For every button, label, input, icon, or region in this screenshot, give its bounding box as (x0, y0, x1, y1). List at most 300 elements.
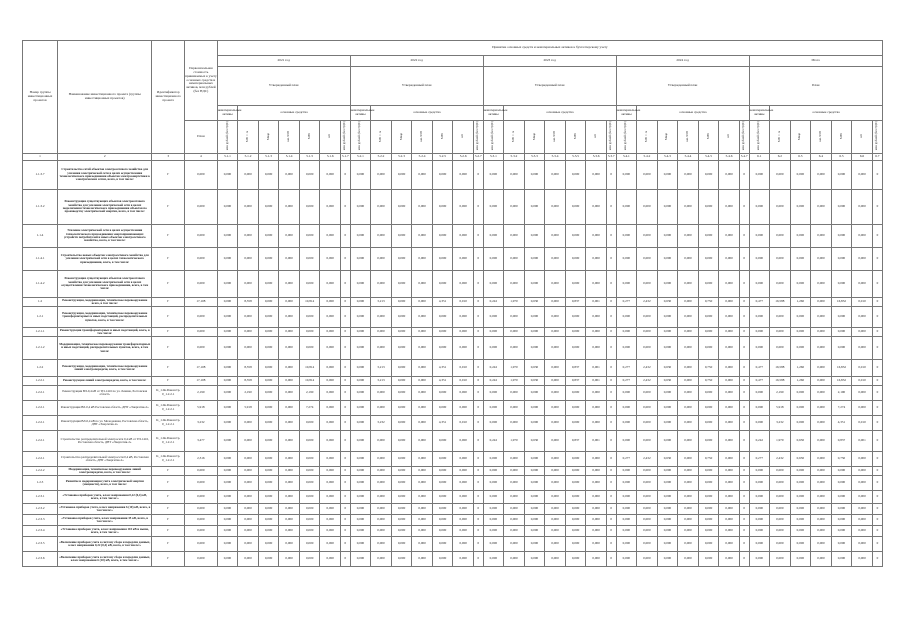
value-cell: 0 (473, 491, 483, 504)
value-cell: 0,000 (320, 307, 341, 328)
value-cell: 0,000 (790, 307, 811, 328)
value-cell: 0,000 (391, 401, 412, 416)
value-cell: 0,000 (483, 401, 504, 416)
value-cell: 0,000 (371, 537, 392, 552)
value-cell: 0 (872, 504, 882, 515)
value-cell: 0,000 (432, 467, 453, 476)
value-cell: 0,000 (412, 504, 433, 515)
value-cell: 0,000 (637, 161, 658, 190)
value-cell: 0,000 (545, 526, 566, 537)
value-cell: 0,000 (483, 504, 504, 515)
value-cell: 0 (739, 452, 749, 467)
value-cell: 0,000 (238, 337, 259, 360)
value-cell: 4,351 (432, 360, 453, 377)
report-table (22, 40, 883, 567)
value-cell: 0,000 (238, 537, 259, 552)
value-cell: 0,000 (258, 552, 279, 567)
header-project-id: Идентификатор инвестиционного проекта (152, 41, 185, 154)
header-vertical-label: МВт (838, 132, 843, 140)
value-cell: 1,260 (790, 360, 811, 377)
header-vertical-label: млн рублей (без НДС) (357, 121, 362, 151)
row-name: Усиление электрической сети в целях осуществления технологического присоединения энергопринимающих устройств потребителей и иных объектов электросетевого хозяйства, всего, в том числе: (58, 225, 152, 248)
value-cell: 0 (473, 307, 483, 328)
header-col-number: 5.3.1 (483, 154, 504, 161)
value-cell: 0,000 (391, 161, 412, 190)
value-cell: 0,001 (586, 360, 607, 377)
value-cell: 0,000 (504, 416, 525, 431)
value-cell: 4,351 (432, 298, 453, 307)
row-id: K_1.0в.Реконстр. 0_1.2.2.1 (152, 401, 185, 416)
row-id: K_1.0в.Реконстр. 0_1.2.2.1 (152, 416, 185, 431)
value-cell: 0,000 (637, 271, 658, 298)
value-cell: 0,000 (185, 537, 218, 552)
value-cell: 0,000 (185, 467, 218, 476)
value-cell: 0,000 (299, 416, 320, 431)
value-cell: 0,000 (391, 386, 412, 401)
value-cell: 0,000 (616, 401, 637, 416)
value-cell: 0,000 (524, 271, 545, 298)
value-cell: 0,000 (350, 377, 371, 386)
value-cell: 0,000 (453, 552, 474, 567)
header-unit (719, 121, 740, 154)
row-name: Строительство распределительной электросети 0,4 кВ от ТП-1416, Ростовская область, ДНТ «Энергетик-2» (58, 431, 152, 452)
value-cell: 0,000 (320, 476, 341, 491)
value-cell: 0,000 (852, 307, 873, 328)
value-cell: 0,000 (432, 328, 453, 337)
value-cell: 0,000 (504, 225, 525, 248)
value-cell: 0 (606, 271, 616, 298)
row-number: 1.2.3.5 (23, 537, 58, 552)
value-cell: 0 (606, 248, 616, 271)
value-cell: 0,000 (299, 452, 320, 467)
value-cell: 0 (473, 248, 483, 271)
value-cell: 0,000 (831, 526, 852, 537)
header-unit (483, 121, 504, 154)
value-cell: 0 (739, 337, 749, 360)
value-cell: 0 (606, 161, 616, 190)
value-cell: 0,000 (770, 537, 791, 552)
table-row (23, 377, 883, 386)
row-id: Г (152, 337, 185, 360)
header-intangible: нематериальные активы (350, 106, 371, 121)
row-number: 1.2.2.1 (23, 401, 58, 416)
value-cell: 0,000 (586, 328, 607, 337)
value-cell: 0,000 (371, 328, 392, 337)
value-cell: 0,000 (719, 552, 740, 567)
value-cell: 0 (606, 225, 616, 248)
value-cell: 0 (340, 537, 350, 552)
value-cell: 0,000 (545, 401, 566, 416)
value-cell: 0,001 (852, 431, 873, 452)
value-cell: 0,000 (811, 452, 832, 467)
value-cell: 0 (739, 225, 749, 248)
value-cell: 0,000 (432, 307, 453, 328)
header-vertical-label: млн рублей (без НДС) (224, 121, 229, 151)
value-cell: 0,000 (504, 328, 525, 337)
table-row (23, 360, 883, 377)
value-cell: 0,000 (299, 337, 320, 360)
value-cell: 0,000 (545, 491, 566, 504)
value-cell: 0,000 (258, 190, 279, 225)
value-cell: 0 (340, 307, 350, 328)
value-cell: 0,000 (217, 526, 238, 537)
value-cell: 0,000 (770, 476, 791, 491)
header-unit (637, 121, 658, 154)
value-cell: 0,000 (504, 476, 525, 491)
value-cell: 0 (739, 504, 749, 515)
value-cell: 0,000 (483, 307, 504, 328)
value-cell: 0,000 (483, 476, 504, 491)
table-row (23, 271, 883, 298)
value-cell: 0,000 (719, 307, 740, 328)
value-cell: 0,000 (299, 271, 320, 298)
value-cell: 16,832 (831, 377, 852, 386)
value-cell: 0,000 (350, 337, 371, 360)
value-cell: 0,000 (811, 467, 832, 476)
header-vertical-label: Мвар (664, 132, 669, 140)
value-cell: 0,000 (391, 452, 412, 467)
value-cell: 0,000 (350, 307, 371, 328)
value-cell: 0 (340, 416, 350, 431)
value-cell: 0,000 (657, 416, 678, 431)
value-cell: 0,000 (453, 337, 474, 360)
value-cell: 0,000 (238, 452, 259, 467)
header-unit (606, 121, 616, 154)
value-cell: 0,000 (545, 225, 566, 248)
value-cell: 0,000 (616, 248, 637, 271)
value-cell: 0,000 (586, 225, 607, 248)
value-cell: 0,000 (279, 298, 300, 307)
row-name: Строительство распределительной электросети 0,4 кВ, Ростовская область, ДНТ «Энергетик-2» (58, 452, 152, 467)
value-cell: 0,000 (217, 552, 238, 567)
value-cell: 16,588 (770, 377, 791, 386)
value-cell: 0 (872, 161, 882, 190)
value-cell: 0,000 (565, 515, 586, 526)
value-cell: 0,000 (678, 386, 699, 401)
header-unit (299, 121, 320, 154)
value-cell: 0 (739, 515, 749, 526)
header-unit (749, 121, 770, 154)
value-cell: 0,000 (657, 467, 678, 476)
row-name: Реконструкция существующих объектов электросетевого хозяйства для усиления электрической сети в целях подключения технологического присоединения объектов по производству электрической энергии, всего, в том числе: (58, 190, 152, 225)
value-cell: 0,000 (565, 552, 586, 567)
value-cell: 0,000 (545, 552, 566, 567)
value-cell: 0,000 (790, 515, 811, 526)
value-cell: 0,000 (831, 190, 852, 225)
value-cell: 0,000 (790, 190, 811, 225)
row-id: Г (152, 377, 185, 386)
value-cell: 0,000 (453, 401, 474, 416)
value-cell: 0,000 (432, 526, 453, 537)
value-cell: 0,000 (770, 491, 791, 504)
value-cell: 0,000 (637, 552, 658, 567)
value-cell: 0,000 (831, 328, 852, 337)
row-id: Г (152, 467, 185, 476)
value-cell: 0 (872, 386, 882, 401)
header-unit (504, 121, 525, 154)
row-name: Модернизация, техническое перевооружение трансформаторных и иных подстанций, распределительных пунктов, всего, в том числе: (58, 337, 152, 360)
value-cell: 4,351 (432, 416, 453, 431)
value-cell: 0,000 (719, 337, 740, 360)
value-cell: 0,000 (371, 552, 392, 567)
value-cell: 0,000 (453, 526, 474, 537)
value-cell: 0,000 (453, 452, 474, 467)
header-col-number: 5.3.5 (565, 154, 586, 161)
value-cell: 0 (606, 337, 616, 360)
value-cell: 0,000 (524, 416, 545, 431)
value-cell: 0,000 (616, 386, 637, 401)
row-name: Реконструкция ВЛ-0,4 кВ по ул. Молодежная, Ростовская область, ДНТ «Энергетик-2» (58, 416, 152, 431)
table-row (23, 161, 883, 190)
value-cell: 0,000 (504, 386, 525, 401)
value-cell: 0,000 (852, 190, 873, 225)
row-number: 1.2 (23, 298, 58, 307)
header-vertical-label: Мвар (398, 132, 403, 140)
value-cell: 0,000 (719, 190, 740, 225)
value-cell: 0,000 (811, 161, 832, 190)
value-cell: 0,000 (217, 307, 238, 328)
row-number: 1.2.3.3 (23, 515, 58, 526)
value-cell: 0,000 (678, 307, 699, 328)
value-cell: 0,000 (279, 467, 300, 476)
value-cell: 0 (473, 225, 483, 248)
value-cell: 0,000 (299, 476, 320, 491)
header-unit (872, 121, 882, 154)
value-cell: 0,000 (504, 190, 525, 225)
value-cell: 0,000 (678, 416, 699, 431)
value-cell: 0,000 (185, 491, 218, 504)
value-cell: 0,000 (185, 307, 218, 328)
value-cell: 2,190 (831, 386, 852, 401)
value-cell: 0,000 (719, 386, 740, 401)
value-cell: 0,000 (545, 248, 566, 271)
header-unit (340, 121, 350, 154)
value-cell: 0 (340, 476, 350, 491)
value-cell: 0,000 (320, 504, 341, 515)
value-cell: 0,000 (678, 337, 699, 360)
value-cell: 0,000 (545, 476, 566, 491)
row-name: Реконструкция, модернизация, техническое перевооружение трансформаторных и иных подстанций, распределительных пунктов, всего, в том числе: (58, 307, 152, 328)
value-cell: 0,000 (719, 431, 740, 452)
value-cell: 0,000 (453, 476, 474, 491)
value-cell: 0,000 (586, 161, 607, 190)
header-col-number: 5.1.1 (217, 154, 238, 161)
value-cell: 0,000 (412, 248, 433, 271)
value-cell: 0,000 (217, 190, 238, 225)
value-cell: 0,000 (350, 161, 371, 190)
value-cell: 0,000 (453, 328, 474, 337)
value-cell: 0,000 (616, 431, 637, 452)
value-cell: 0,000 (258, 515, 279, 526)
header-vertical-label: шт (859, 134, 864, 138)
value-cell: 0,000 (831, 504, 852, 515)
value-cell: 0,000 (483, 386, 504, 401)
header-fixed-assets: основные средства (371, 106, 483, 121)
row-id: Г (152, 476, 185, 491)
value-cell: 0,000 (453, 161, 474, 190)
value-cell: 0,000 (790, 248, 811, 271)
header-unit (391, 121, 412, 154)
header-col-number: 6.6 (852, 154, 873, 161)
value-cell: 0,000 (616, 537, 637, 552)
value-cell: 0,000 (299, 328, 320, 337)
value-cell: 0,000 (524, 537, 545, 552)
value-cell: 0 (739, 307, 749, 328)
value-cell: 0,000 (412, 467, 433, 476)
value-cell: 0,000 (412, 190, 433, 225)
value-cell: 0,000 (749, 337, 770, 360)
value-cell: 0,010 (453, 416, 474, 431)
table-row (23, 491, 883, 504)
value-cell: 0,000 (412, 161, 433, 190)
value-cell: 0,000 (749, 515, 770, 526)
value-cell: 0,000 (299, 526, 320, 537)
value-cell: 0,000 (371, 337, 392, 360)
header-unit (678, 121, 699, 154)
value-cell: 0 (606, 476, 616, 491)
value-cell: 0 (473, 452, 483, 467)
value-cell: 0 (872, 190, 882, 225)
row-id: Г (152, 328, 185, 337)
value-cell: 0,000 (831, 248, 852, 271)
value-cell: 0,010 (453, 298, 474, 307)
row-number: 1.1.4 (23, 225, 58, 248)
value-cell: 0 (872, 401, 882, 416)
value-cell: 0,000 (698, 491, 719, 504)
value-cell: 0,000 (391, 467, 412, 476)
value-cell: 0,277 (749, 452, 770, 467)
value-cell: 0,000 (698, 248, 719, 271)
value-cell: 0,750 (698, 377, 719, 386)
value-cell: 0,000 (524, 504, 545, 515)
value-cell: 0,000 (657, 225, 678, 248)
value-cell: 0,000 (678, 190, 699, 225)
value-cell: 0 (473, 401, 483, 416)
value-cell: 0,000 (483, 271, 504, 298)
value-cell: 0,000 (524, 328, 545, 337)
value-cell: 0,000 (258, 360, 279, 377)
value-cell: 0,000 (320, 431, 341, 452)
value-cell: 0,000 (770, 552, 791, 567)
value-cell: 3,213 (371, 377, 392, 386)
row-number: 1.2.3 (23, 476, 58, 491)
value-cell: 0 (606, 452, 616, 467)
row-number: 1.2.1.1 (23, 328, 58, 337)
value-cell: 0,000 (453, 431, 474, 452)
value-cell: 0,000 (616, 526, 637, 537)
value-cell: 0,000 (524, 248, 545, 271)
value-cell: 0 (606, 360, 616, 377)
value-cell: 0,000 (698, 504, 719, 515)
value-cell: 0,000 (811, 416, 832, 431)
value-cell: 0,000 (657, 161, 678, 190)
value-cell: 0,000 (350, 416, 371, 431)
table-row (23, 515, 883, 526)
header-col-number: 5.3.3 (524, 154, 545, 161)
value-cell: 0 (473, 271, 483, 298)
value-cell: 0,000 (483, 467, 504, 476)
value-cell: 0,000 (258, 537, 279, 552)
header-unit (432, 121, 453, 154)
value-cell: 0,000 (217, 161, 238, 190)
header-vertical-label: шт (726, 134, 731, 138)
value-cell: 0,242 (483, 298, 504, 307)
value-cell: 0,000 (320, 298, 341, 307)
header-unit (770, 121, 791, 154)
value-cell: 0,000 (770, 271, 791, 298)
value-cell: 0,000 (565, 452, 586, 467)
value-cell: 0,010 (852, 298, 873, 307)
value-cell: 16,588 (770, 360, 791, 377)
header-intangible: нематериальные активы (616, 106, 637, 121)
row-name: «Установка приборов учета, класс напряжения 35 кВ, всего, в том числе:» (58, 515, 152, 526)
value-cell: 0,000 (279, 271, 300, 298)
value-cell: 0,000 (545, 337, 566, 360)
value-cell: 0,000 (749, 491, 770, 504)
value-cell: 0,000 (238, 161, 259, 190)
value-cell: 0,000 (483, 190, 504, 225)
value-cell: 0 (340, 248, 350, 271)
row-name: «Установка приборов учета, класс напряжения 6 (10) кВ, всего, в том числе:» (58, 504, 152, 515)
value-cell: 0,837 (565, 431, 586, 452)
value-cell: 0 (739, 552, 749, 567)
row-number: 1.2.2.1 (23, 377, 58, 386)
value-cell: 0,000 (657, 526, 678, 537)
value-cell: 8,358 (238, 360, 259, 377)
value-cell: 0,000 (350, 248, 371, 271)
value-cell: 0,000 (852, 537, 873, 552)
value-cell: 0,000 (524, 225, 545, 248)
value-cell: 0,000 (657, 271, 678, 298)
value-cell: 0,000 (504, 161, 525, 190)
value-cell: 7,274 (299, 401, 320, 416)
value-cell: 0,000 (350, 476, 371, 491)
value-cell: 0,837 (565, 377, 586, 386)
value-cell: 0,000 (320, 360, 341, 377)
value-cell: 0,000 (719, 401, 740, 416)
header-vertical-label: шт (593, 134, 598, 138)
value-cell: 0,000 (258, 161, 279, 190)
value-cell: 0 (872, 452, 882, 467)
header-intangible: нематериальные активы (483, 106, 504, 121)
value-cell: 0,000 (258, 377, 279, 386)
header-unit (453, 121, 474, 154)
value-cell: 0,000 (524, 337, 545, 360)
value-cell: 0,000 (371, 401, 392, 416)
value-cell: 0,000 (790, 401, 811, 416)
value-cell: 0,000 (565, 416, 586, 431)
value-cell: 0 (473, 526, 483, 537)
value-cell: 0,010 (852, 416, 873, 431)
value-cell: 0,000 (586, 526, 607, 537)
value-cell: 2,432 (637, 360, 658, 377)
value-cell: 0,000 (586, 515, 607, 526)
value-cell: 1,970 (504, 431, 525, 452)
value-cell: 0,000 (391, 491, 412, 504)
value-cell: 0,000 (350, 431, 371, 452)
value-cell: 0,000 (412, 552, 433, 567)
value-cell: 0,000 (545, 307, 566, 328)
value-cell: 0,000 (831, 476, 852, 491)
row-name: «Установка приборов учета, класс напряжения 110 кВ и выше, всего, в том числе:» (58, 526, 152, 537)
value-cell: 0,000 (586, 452, 607, 467)
table-row (23, 337, 883, 360)
value-cell: 0,000 (217, 225, 238, 248)
value-cell: 0,000 (350, 271, 371, 298)
value-cell: 1,970 (504, 377, 525, 386)
value-cell: 0,000 (320, 515, 341, 526)
value-cell: 0,000 (811, 337, 832, 360)
